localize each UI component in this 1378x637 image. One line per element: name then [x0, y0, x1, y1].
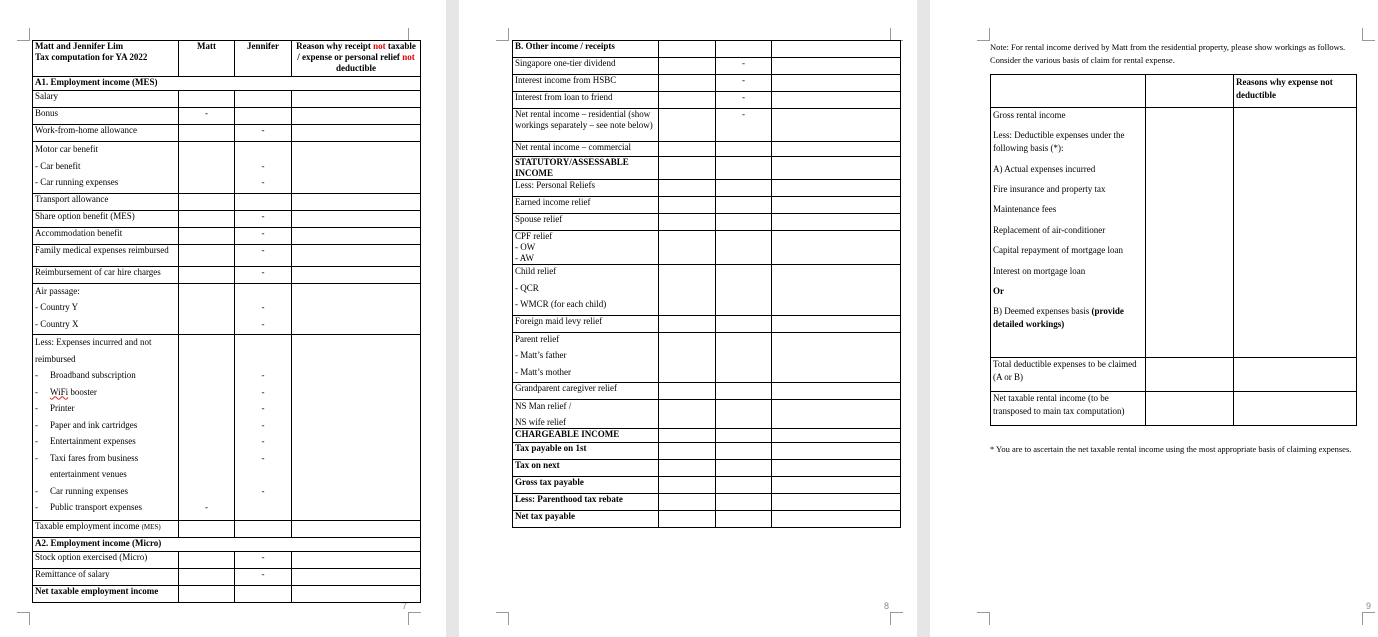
row-label: Net taxable employment income — [33, 586, 179, 603]
matt-value — [181, 485, 232, 502]
footnote: * You are to ascertain the net taxable rental income using the most appropriate basis of claiming expenses. — [990, 444, 1352, 454]
expense-item: booster — [70, 386, 97, 397]
expense-item: Paper and ink cartridges — [50, 419, 138, 430]
row-label-text: Child relief — [515, 266, 557, 276]
section-title: B. Other income / receipts — [513, 41, 659, 58]
wifi-word: WiFi — [50, 386, 69, 397]
bullet-dash: - — [35, 485, 38, 496]
row-label — [513, 332, 659, 383]
row-label-small: (MES) — [141, 523, 161, 531]
matt-value — [181, 468, 232, 485]
jennifer-value: - — [235, 569, 292, 586]
matt-value — [181, 369, 232, 386]
deemed-bold-text: (provide detailed workings) — [993, 306, 1124, 329]
matt-value — [181, 419, 232, 436]
jennifer-value: - — [235, 552, 292, 569]
bullet-dash: - — [35, 502, 38, 512]
bullet-dash: - — [35, 436, 38, 446]
row-label: - Country Y — [35, 302, 79, 312]
expense-item: entertainment venues — [50, 469, 127, 479]
crop-mark — [408, 612, 421, 625]
row-label: Fire insurance and property tax — [993, 184, 1106, 194]
row-label: Singapore one-tier dividend — [513, 58, 659, 75]
matt-value: - — [179, 108, 235, 125]
jennifer-value: - — [235, 210, 292, 227]
section-title: A2. Employment income (Micro) — [33, 538, 421, 552]
row-label: Less: Parenthood tax rebate — [513, 493, 659, 510]
jennifer-value: - — [261, 370, 265, 380]
expense-item: Car running expenses — [50, 485, 128, 496]
row-label: Accommodation benefit — [33, 227, 179, 244]
crop-mark — [890, 612, 903, 625]
row-label: A) Actual expenses incurred — [993, 164, 1096, 174]
crop-mark — [977, 28, 990, 41]
col-matt: Matt — [179, 41, 235, 77]
jennifer-value: - — [261, 436, 265, 446]
sub-item: - OW — [515, 242, 536, 252]
bullet-dash: - — [35, 370, 38, 380]
row-label: Foreign maid levy relief — [513, 315, 659, 332]
crop-mark — [977, 612, 990, 625]
reason-text: deductible — [335, 63, 376, 73]
sub-item: - QCR — [515, 282, 539, 293]
tax-computation-table — [32, 40, 421, 603]
jennifer-value: - — [235, 266, 292, 283]
matt-value: - — [205, 502, 208, 512]
expense-item: Printer — [50, 403, 75, 413]
sub-item: - AW — [515, 253, 535, 263]
jennifer-value — [237, 468, 289, 485]
matt-value — [181, 336, 232, 353]
matt-value — [181, 386, 232, 403]
jennifer-value: - — [261, 302, 265, 312]
table-header-row — [33, 41, 421, 77]
row-label — [33, 521, 179, 538]
row-label: Less: Expenses incurred and not — [35, 337, 152, 347]
expense-item: Taxi fares from business — [50, 452, 139, 463]
jennifer-value: - — [261, 452, 265, 463]
row-label-text: CPF relief — [515, 231, 553, 241]
jennifer-value — [237, 353, 289, 370]
jennifer-value — [237, 285, 289, 302]
row-label: Gross rental income — [993, 110, 1066, 120]
expense-item: Entertainment expenses — [50, 436, 136, 446]
matt-value — [181, 353, 232, 370]
row-label: Tax payable on 1st — [513, 442, 659, 459]
title-cell — [33, 41, 179, 77]
crop-mark — [17, 28, 30, 41]
row-label: Earned income relief — [513, 197, 659, 214]
row-label: Maintenance fees — [993, 204, 1057, 214]
crop-mark — [17, 612, 30, 625]
row-label — [513, 400, 659, 429]
bullet-dash: - — [35, 403, 38, 413]
matt-value — [181, 402, 232, 419]
jennifer-value — [237, 501, 289, 518]
row-label: Reimbursement of car hire charges — [33, 266, 179, 283]
jennifer-value: - — [261, 177, 265, 187]
row-label: Replacement of air-conditioner — [993, 225, 1106, 235]
bullet-dash: - — [35, 452, 38, 463]
crop-mark — [1362, 612, 1375, 625]
row-label: Air passage: — [35, 285, 80, 296]
jennifer-value — [237, 336, 289, 353]
row-label: Share option benefit (MES) — [33, 210, 179, 227]
crop-mark — [1362, 28, 1375, 41]
page-8 — [459, 0, 917, 637]
reason-text: Reason why receipt — [296, 41, 374, 51]
row-label: reimbursed — [35, 353, 76, 364]
sub-item: - Matt’s mother — [515, 366, 571, 377]
sub-item: - Matt’s father — [515, 350, 567, 360]
row-label: Transport allowance — [33, 193, 179, 210]
jennifer-value: - — [235, 227, 292, 244]
reason-not: not — [402, 52, 415, 62]
row-value: - — [716, 92, 772, 109]
col-reason — [292, 41, 421, 77]
sub-item: NS wife relief — [515, 416, 566, 427]
row-label: Net tax payable — [513, 510, 659, 527]
expense-item: Broadband subscription — [50, 370, 136, 380]
row-label: - Car running expenses — [35, 177, 119, 187]
sub-item: - WMCR (for each child) — [515, 299, 607, 309]
bullet-dash: - — [35, 419, 38, 430]
row-label: Spouse relief — [513, 214, 659, 231]
row-label — [513, 265, 659, 316]
row-label: - Car benefit — [35, 160, 81, 171]
row-label: Salary — [33, 91, 179, 108]
row-label: Interest income from HSBC — [513, 75, 659, 92]
crop-mark — [496, 612, 509, 625]
row-label: Grandparent caregiver relief — [513, 383, 659, 400]
jennifer-value — [237, 143, 289, 160]
row-label: Motor car benefit — [35, 144, 98, 154]
other-income-table — [512, 40, 901, 528]
row-label: Total deductible expenses to be claimed (A or B) — [991, 358, 1146, 392]
deemed-text: B) Deemed expenses basis — [993, 306, 1092, 316]
page-number: 8 — [884, 601, 890, 611]
matt-value — [181, 452, 232, 469]
expense-item: Public transport expenses — [50, 502, 142, 512]
rental-income-table — [990, 74, 1357, 426]
row-value: - — [716, 75, 772, 92]
section-title: STATUTORY/ASSESSABLE INCOME — [513, 157, 659, 180]
jennifer-value: - — [261, 403, 265, 413]
section-title: CHARGEABLE INCOME — [513, 428, 659, 442]
row-label: Stock option exercised (Micro) — [33, 552, 179, 569]
row-label: Less: Deductible expenses under the following basis (*): — [993, 130, 1125, 153]
jennifer-value: - — [261, 485, 265, 496]
title-line: Matt and Jennifer Lim — [35, 41, 124, 51]
crop-mark — [496, 28, 509, 41]
reasons-header: Reasons why expense not deductible — [1234, 75, 1357, 108]
row-value: - — [716, 58, 772, 75]
row-label: Work-from-home allowance — [33, 125, 179, 142]
row-label: Remittance of salary — [33, 569, 179, 586]
reason-not: not — [373, 41, 386, 51]
row-label: Net taxable rental income (to be transposed to main tax computation) — [991, 392, 1146, 426]
jennifer-value: - — [261, 318, 265, 329]
jennifer-value: - — [235, 125, 292, 142]
row-label: Gross tax payable — [513, 476, 659, 493]
row-label-text: Taxable employment income — [35, 521, 142, 531]
page-7 — [0, 0, 446, 637]
row-value: - — [716, 109, 772, 142]
reason-text: taxable / expense or personal relief — [297, 41, 416, 62]
row-label: Capital repayment of mortgage loan — [993, 245, 1123, 255]
rental-note: Note: For rental income derived by Matt from the residential property, please show workings as follows. Consider the various basis of claim for rental expense. — [990, 42, 1346, 65]
bullet-dash: - — [35, 386, 38, 397]
row-label: Net rental income – commercial — [513, 142, 659, 157]
or-label: Or — [993, 286, 1004, 296]
row-label: - Country X — [35, 318, 79, 329]
row-label — [513, 231, 659, 265]
expenses-cell — [33, 335, 179, 521]
jennifer-value: - — [261, 419, 265, 430]
row-label-text: NS Man relief / — [515, 401, 572, 411]
col-jennifer: Jennifer — [235, 41, 292, 77]
rental-workings-cell — [991, 108, 1146, 358]
section-title: A1. Employment income (MES) — [33, 77, 421, 91]
row-label: Interest from loan to friend — [513, 92, 659, 109]
row-label: Interest on mortgage loan — [993, 266, 1086, 276]
row-label: Family medical expenses reimbursed — [33, 244, 179, 266]
page-9 — [930, 0, 1378, 637]
page-number: 7 — [402, 601, 408, 611]
row-label: Less: Personal Reliefs — [513, 180, 659, 197]
row-label-text: Parent relief — [515, 333, 560, 344]
deemed-label — [993, 305, 1143, 331]
matt-value — [181, 435, 232, 452]
row-label: Net rental income – residential (show workings separately – see note below) — [513, 109, 659, 142]
jennifer-value: - — [261, 160, 265, 171]
title-line: Tax computation for YA 2022 — [35, 52, 148, 62]
jennifer-value: - — [261, 386, 265, 397]
row-label: Bonus — [33, 108, 179, 125]
row-label: Tax on next — [513, 459, 659, 476]
jennifer-value: - — [235, 244, 292, 266]
page-number: 9 — [1366, 601, 1372, 611]
